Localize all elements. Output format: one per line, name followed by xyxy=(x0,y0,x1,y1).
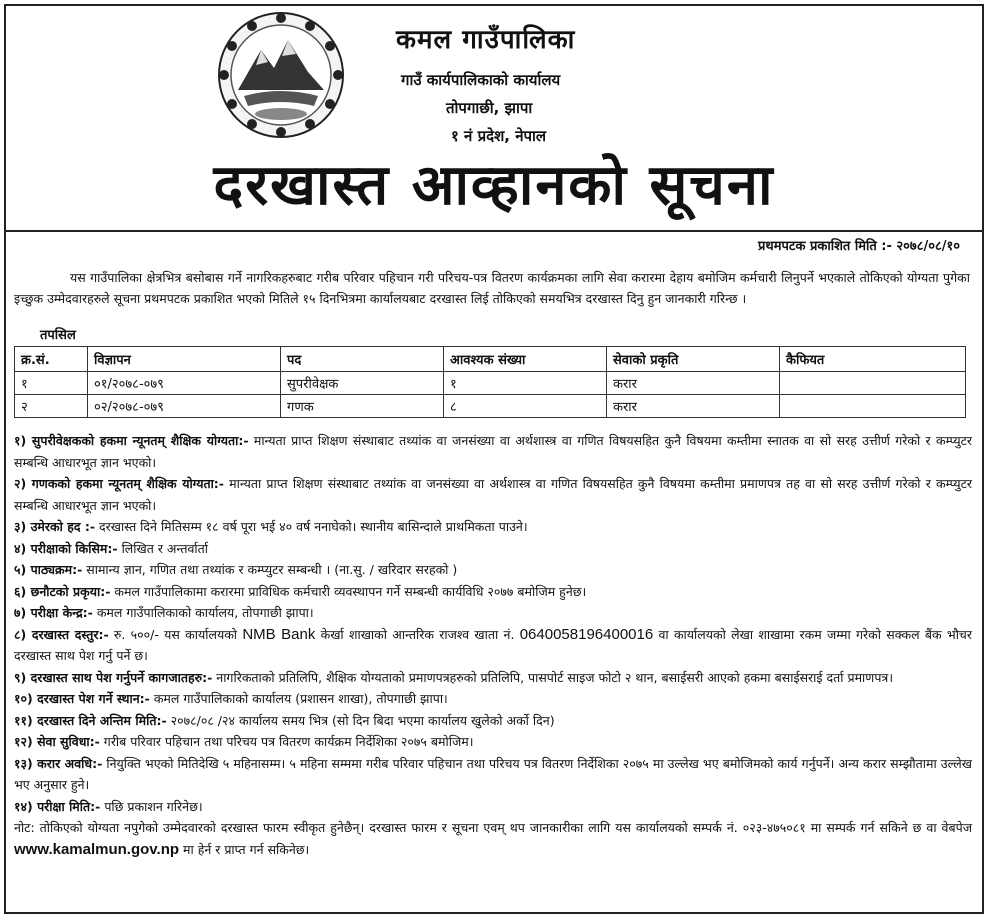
list-item xyxy=(14,473,972,516)
list-item xyxy=(14,430,972,473)
table-cell: ०१/२०७८-०७९ xyxy=(88,372,281,395)
list-item xyxy=(14,581,972,603)
table-header-row xyxy=(15,347,966,372)
item-heading: १) सुपरीवेक्षकको हकमा न्यूनतम् शैक्षिक योग्यता:- xyxy=(14,433,249,448)
list-item xyxy=(14,559,972,581)
list-item xyxy=(14,753,972,796)
list-item xyxy=(14,731,972,753)
bank-name: NMB Bank xyxy=(242,625,316,643)
table-cell xyxy=(780,372,966,395)
table-cell: करार xyxy=(607,372,780,395)
item-heading: ६) छनौटको प्रकृया:- xyxy=(14,583,111,599)
item-text: नागरिकताको प्रतिलिपि, शैक्षिक योग्यताको प्रमाणपत्रहरुको प्रतिलिपि, पासपोर्ट साइज फोटो २ थान, बसाईसरी आएको हकमा बसाईसराई दर्ता प्रमाणपत्र। xyxy=(212,669,894,685)
col-serial: क्र.सं. xyxy=(15,347,88,372)
item-text: रु. ५००/- यस कार्यालयको xyxy=(108,626,243,642)
schedule-label: तपसिल xyxy=(40,328,76,343)
list-item xyxy=(14,796,972,818)
list-item xyxy=(14,667,972,689)
item-heading: १०) दरखास्त पेश गर्ने स्थान:- xyxy=(14,691,150,706)
intro-paragraph: यस गाउँपालिका क्षेत्रभित्र बसोबास गर्ने नागरिकहरुबाट गरीब परिवार पहिचान गरी परिचय-पत्र वितरण कार्यक्रमका लागि सेवा करारमा देहाय बमोजिम कर्मचारी लिनुपर्ने भएकाले तोकिएको योग्यता पुगेका इच्छुक उम्मेदवारहरुले सूचना प्रथमपटक प्रकाशित भएको मितिले १५ दिनभित्रमा कार्यालयबाट दरखास्त लिई तोकिएको समयभित्र दरखास्त दिनु हुन जानकारी गरिन्छ । xyxy=(14,269,970,306)
list-item xyxy=(14,688,972,710)
table-cell: १ xyxy=(444,372,607,395)
header-divider xyxy=(6,230,982,232)
item-heading: १३) करार अवधि:- xyxy=(14,755,103,771)
item-text: मान्यता प्राप्त शिक्षण संस्थाबाट तथ्यांक वा जनसंख्या वा अर्थशास्त्र वा गणित विषयसहित कुनै विषयमा कम्तीमा प्रमाणपत्र तह वा सो सरह उत्तीर्ण गरेको र कम्प्युटर सम्बन्धि आधारभूत ज्ञान भएको। xyxy=(14,476,972,513)
item-text: मान्यता प्राप्त शिक्षण संस्थाबाट तथ्यांक वा जनसंख्या वा अर्थशास्त्र वा गणित विषयसहित कुनै विषयमा कम्तीमा स्नातक वा सो सरह उत्तीर्ण गरेको र कम्प्युटर सम्बन्धि आधारभूत ज्ञान भएको। xyxy=(14,433,972,470)
office-province: १ नं प्रदेश, नेपाल xyxy=(451,127,547,145)
item-text: वा कार्यालयको लेखा शाखामा रकम जम्मा गरेको सक्कल बैंक भौचर दरखास्त साथ पेश गर्नु पर्ने छ। xyxy=(14,626,972,663)
item-text: नियुक्ति भएको मितिदेखि ५ महिनासम्म। ५ महिना सम्ममा गरीब परिवार पहिचान तथा परिचय पत्र वितरण निर्देशिका २०७५ मा उल्लेख भए बमोजिमको कार्य गर्नुपर्ने। अन्य करार सम्झौतामा उल्लेख भए अनुसार हुने। xyxy=(14,755,972,792)
item-heading: ९) दरखास्त साथ पेश गर्नुपर्ने कागजातहरु:- xyxy=(14,669,213,685)
list-item xyxy=(14,624,972,667)
col-advertisement: विज्ञापन xyxy=(88,347,281,372)
item-heading: ७) परीक्षा केन्द्र:- xyxy=(14,605,93,620)
table-cell: गणक xyxy=(281,395,444,418)
item-text: पछि प्रकाशन गरिनेछ। xyxy=(100,798,203,814)
item-text: गरीब परिवार पहिचान तथा परिचय पत्र वितरण कार्यक्रम निर्देशिका २०७५ बमोजिम। xyxy=(99,734,474,749)
note-text: नोट: तोकिएको योग्यता नपुगेको उम्मेदवारको दरखास्त फारम स्वीकृत हुनेछैन्। दरखास्त फारम र सूचना एवम् थप जानकारीका लागि यस कार्यालयको सम्पर्क नं. ०२३-४७५०८१ मा सम्पर्क गर्न सकिने छ वा वेबपेज xyxy=(14,820,972,835)
office-address: तोपगाछी, झापा xyxy=(446,99,533,117)
item-heading: १४) परीक्षा मिति:- xyxy=(14,798,101,814)
item-heading: ४) परीक्षाको किसिम:- xyxy=(14,540,118,556)
item-text: २०७८/०८ /२४ कार्यालय समय भित्र (सो दिन बिदा भएमा कार्यालय खुलेको अर्को दिन) xyxy=(166,712,555,728)
item-text: सामान्य ज्ञान, गणित तथा तथ्यांक र कम्प्युटर सम्बन्धी । (ना.सु. / खरिदार सरहको ) xyxy=(82,562,458,577)
table-cell: ८ xyxy=(444,395,607,418)
note-text: मा हेर्न र प्राप्त गर्न सकिनेछ। xyxy=(179,841,310,857)
org-name: कमल गाउँपालिका xyxy=(396,25,576,55)
note xyxy=(14,817,972,860)
col-required-number: आवश्यक संख्या xyxy=(444,347,607,372)
col-post: पद xyxy=(281,347,444,372)
item-heading: ५) पाठ्यक्रम:- xyxy=(14,562,83,577)
table-cell: १ xyxy=(15,372,88,395)
vacancy-table xyxy=(14,346,966,418)
table-row xyxy=(15,395,966,418)
municipality-emblem-icon xyxy=(216,10,346,140)
website-link[interactable]: www.kamalmun.gov.np xyxy=(14,840,180,858)
item-text: कमल गाउँपालिकाको कार्यालय, तोपगाछी झापा। xyxy=(92,605,314,620)
conditions-list xyxy=(14,430,972,860)
item-text: केर्खा शाखाको आन्तरिक राजश्व खाता नं. xyxy=(315,626,520,642)
item-heading: ८) दरखास्त दस्तुर:- xyxy=(14,626,109,642)
item-heading: १२) सेवा सुविधा:- xyxy=(14,734,100,749)
col-service-type: सेवाको प्रकृति xyxy=(607,347,780,372)
account-number: 0640058196400016 xyxy=(519,625,654,643)
col-remarks: कैफियत xyxy=(780,347,966,372)
list-item xyxy=(14,538,972,560)
item-text: कमल गाउँपालिकामा करारमा प्राविधिक कर्मचारी व्यवस्थापन गर्ने सम्बन्धी कार्यविधि २०७७ बमोजिम हुनेछ। xyxy=(110,583,587,599)
publication-date: प्रथमपटक प्रकाशित मिति :- २०७८/०८/१० xyxy=(758,239,960,254)
list-item xyxy=(14,602,972,624)
table-cell: २ xyxy=(15,395,88,418)
table-cell: करार xyxy=(607,395,780,418)
office-name: गाउँ कार्यपालिकाको कार्यालय xyxy=(401,71,561,89)
notice-title: दरखास्त आव्हानको सूचना xyxy=(213,153,775,218)
header xyxy=(6,6,982,230)
item-text: दरखास्त दिने मितिसम्म १८ वर्ष पूरा भई ४० वर्ष ननाघेको। स्थानीय बासिन्दाले प्राथमिकता पाउने। xyxy=(95,519,528,534)
list-item xyxy=(14,516,972,538)
table-row xyxy=(15,372,966,395)
table-cell xyxy=(780,395,966,418)
item-heading: ३) उमेरको हद :- xyxy=(14,519,96,534)
item-heading: ११) दरखास्त दिने अन्तिम मिति:- xyxy=(14,712,167,728)
table-cell: ०२/२०७८-०७९ xyxy=(88,395,281,418)
list-item xyxy=(14,710,972,732)
table-cell: सुपरीवेक्षक xyxy=(281,372,444,395)
item-text: कमल गाउँपालिकाको कार्यालय (प्रशासन शाखा), तोपगाछी झापा। xyxy=(149,691,448,706)
item-heading: २) गणकको हकमा न्यूनतम् शैक्षिक योग्यता:- xyxy=(14,476,224,491)
item-text: लिखित र अन्तर्वार्ता xyxy=(117,540,209,556)
